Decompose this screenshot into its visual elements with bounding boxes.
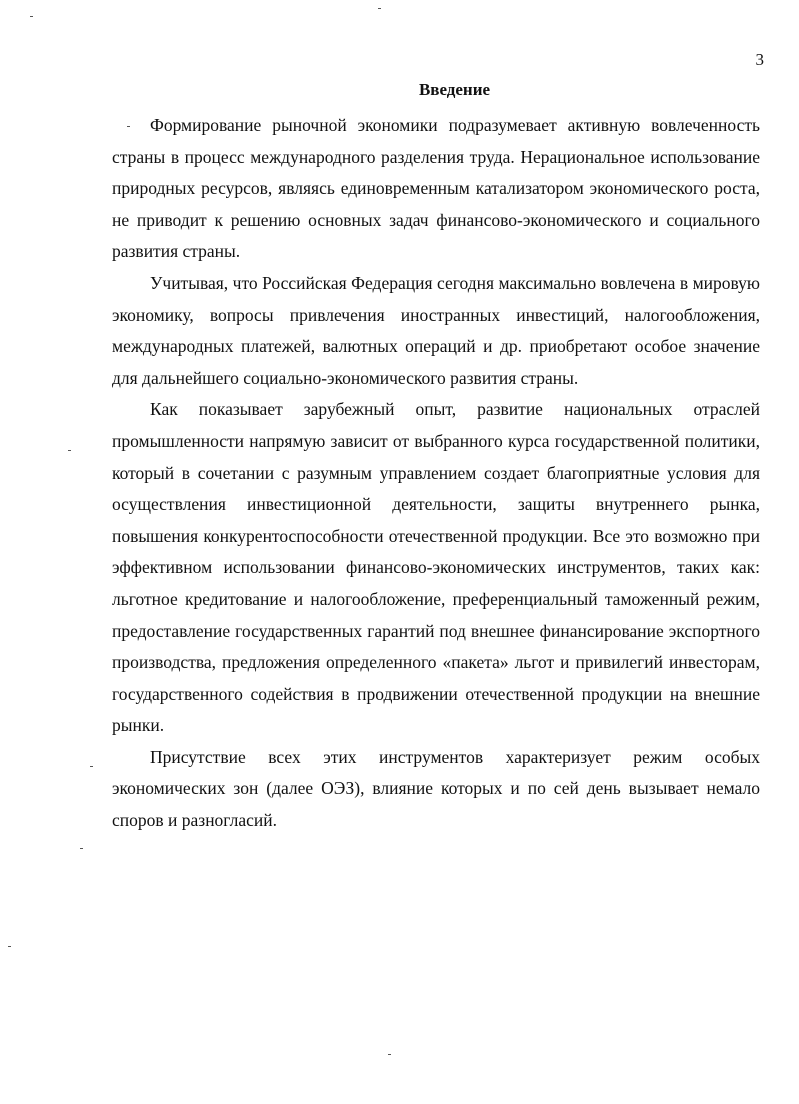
scan-speck xyxy=(127,126,130,127)
scan-speck xyxy=(8,946,11,947)
paragraph: Формирование рыночной экономики подразумевает активную вовлеченность страны в процесс международного разделения труда. Нерациональное использование природных ресурсов, являясь единовременным катализатором экономического роста, не приводит к решению основных задач финансово-экономического и социального развития страны. xyxy=(112,115,760,262)
page-title: Введение xyxy=(418,80,491,99)
scan-speck xyxy=(30,16,33,17)
document-body xyxy=(112,110,760,837)
scan-speck xyxy=(378,8,381,9)
scan-speck xyxy=(90,766,93,767)
paragraph: Присутствие всех этих инструментов характеризует режим особых экономических зон (далее ОЭЗ), влияние которых и по сей день вызывает немало споров и разногласий. xyxy=(112,746,760,831)
paragraph: Как показывает зарубежный опыт, развитие национальных отраслей промышленности напрямую зависит от выбранного курса государственной политики, который в сочетании с разумным управлением создает благоприятные условия для осуществления инвестиционной деятельности, защиты внутреннего рынка, повышения конкурентоспособности отечественной продукции. Все это возможно при эффективном использовании финансово-экономических инструментов, таких как: льготное кредитование и налогообложение, преференциальный таможенный режим, предоставление государственных гарантий под внешнее финансирование экспортного производства, предложения определенного «пакета» льгот и привилегий инвесторам, государственного содействия в продвижении отечественной продукции на внешние рынки. xyxy=(112,399,760,736)
page-number: 3 xyxy=(755,50,764,69)
paragraph: Учитывая, что Российская Федерация сегодня максимально вовлечена в мировую экономику, вопросы привлечения иностранных инвестиций, налогообложения, международных платежей, валютных операций и др. приобретают особое значение для дальнейшего социально-экономического развития страны. xyxy=(112,272,760,388)
scan-speck xyxy=(68,450,71,451)
scan-speck xyxy=(388,1054,391,1055)
scan-speck xyxy=(80,848,83,849)
